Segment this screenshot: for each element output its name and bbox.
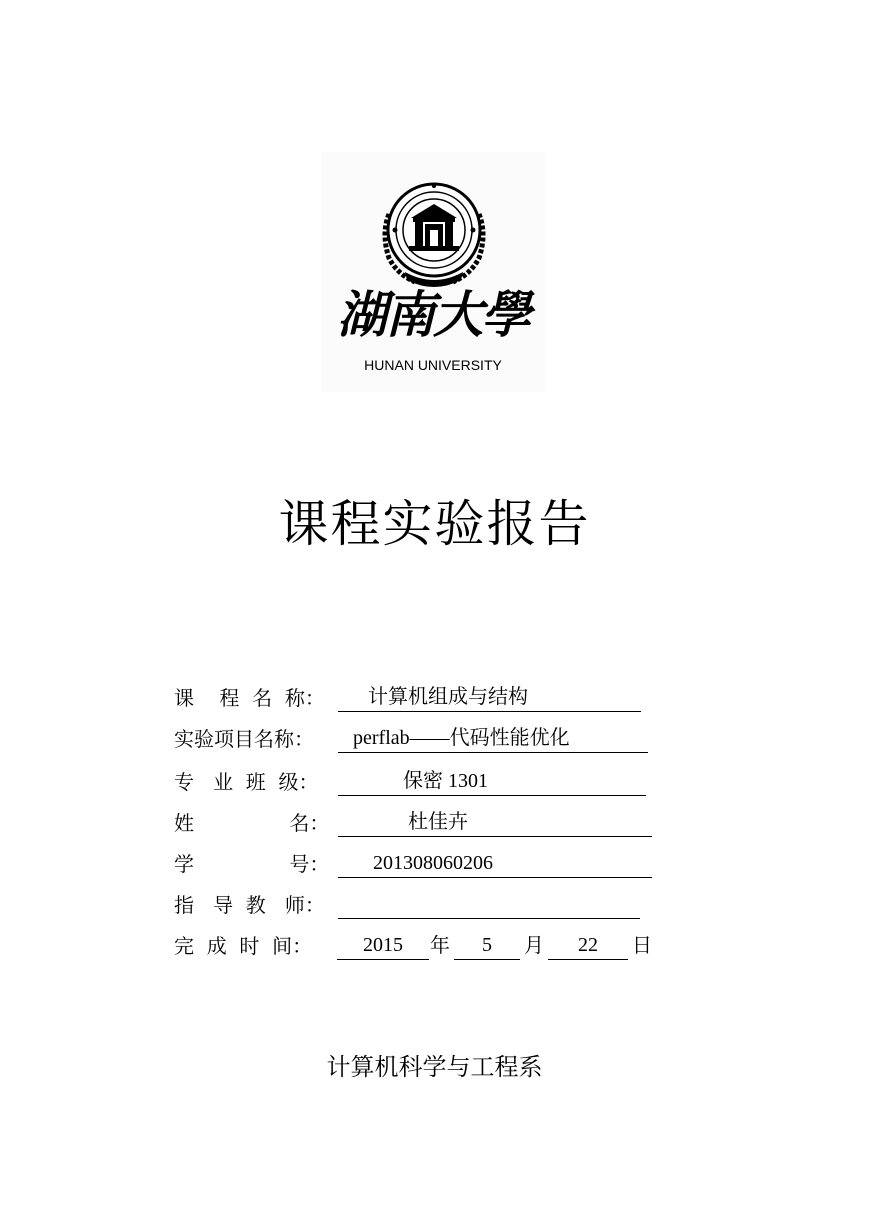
field-value: 201308060206 <box>338 849 652 878</box>
university-seal-icon <box>375 174 493 292</box>
university-logo <box>321 152 545 392</box>
date-year: 2015 <box>337 931 429 960</box>
field-value: 保密 1301 <box>338 767 646 796</box>
field-value: 杜佳卉 <box>338 808 652 837</box>
report-title: 课程实验报告 <box>278 495 591 553</box>
field-instructor <box>174 890 654 920</box>
field-value <box>338 890 640 919</box>
field-label: 专 业 班 级： <box>174 770 319 794</box>
department-name: 计算机科学与工程系 <box>326 1053 543 1081</box>
field-label: 实验项目名称： <box>174 727 314 751</box>
date-year-unit: 年 <box>430 933 450 957</box>
field-value: 计算机组成与结构 <box>338 683 641 712</box>
field-course-name <box>174 683 644 713</box>
field-major-class <box>174 767 654 797</box>
field-completion-date <box>174 931 654 961</box>
field-student-id <box>174 849 654 879</box>
university-name-calligraphy: 湖南大學 <box>337 285 529 344</box>
university-name-english: HUNAN UNIVERSITY <box>364 357 502 373</box>
field-label: 指 导 教 师： <box>174 893 325 917</box>
field-value: perflab——代码性能优化 <box>338 724 648 753</box>
date-month: 5 <box>454 931 520 960</box>
date-day-unit: 日 <box>632 933 652 957</box>
field-label: 课 程 名 称： <box>174 686 325 710</box>
field-label: 完 成 时 间： <box>174 934 313 958</box>
field-student-name <box>174 808 654 838</box>
field-label: 姓 名： <box>174 811 330 835</box>
date-month-unit: 月 <box>524 933 544 957</box>
date-day: 22 <box>548 931 628 960</box>
field-label: 学 号： <box>174 852 330 876</box>
field-experiment-name <box>174 724 654 754</box>
